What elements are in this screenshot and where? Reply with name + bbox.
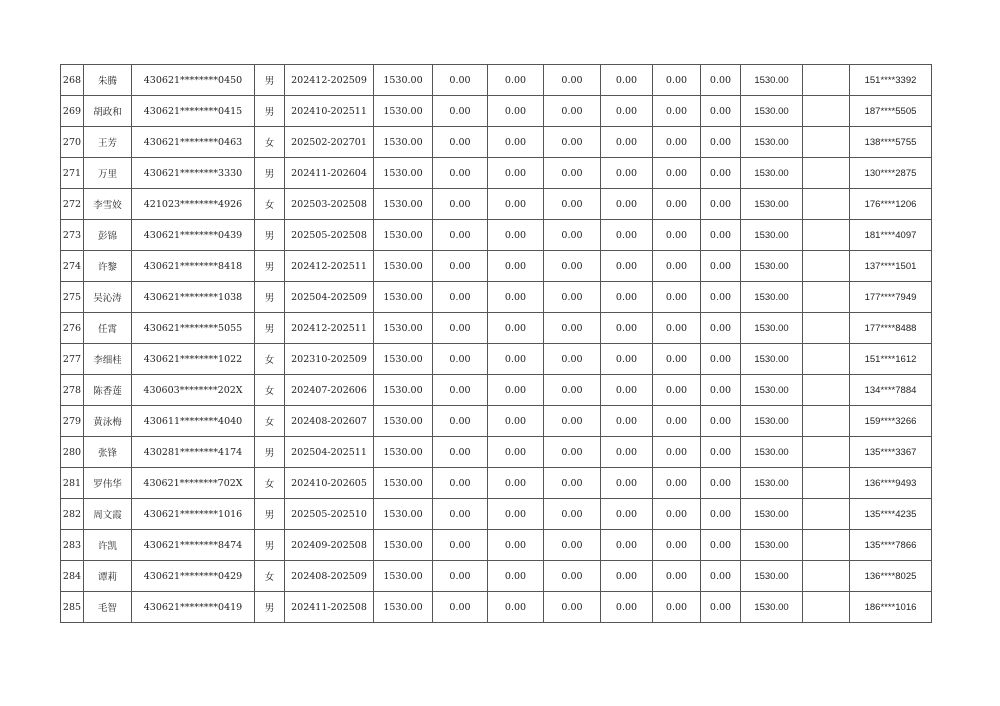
cell-remark	[803, 437, 850, 468]
cell-item-d: 0.00	[601, 189, 653, 220]
cell-phone: 136****8025	[850, 561, 932, 592]
cell-gender: 女	[255, 468, 285, 499]
cell-item-d: 0.00	[601, 406, 653, 437]
cell-gender: 男	[255, 158, 285, 189]
cell-name: 陈香莲	[84, 375, 132, 406]
cell-phone: 151****3392	[850, 65, 932, 96]
cell-item-a: 0.00	[433, 220, 488, 251]
cell-period: 202502-202701	[285, 127, 374, 158]
cell-gender: 男	[255, 96, 285, 127]
cell-remark	[803, 96, 850, 127]
cell-period: 202412-202511	[285, 251, 374, 282]
cell-id-number: 430621********8418	[132, 251, 255, 282]
cell-name: 黄泳梅	[84, 406, 132, 437]
cell-amount: 1530.00	[374, 530, 433, 561]
cell-item-e: 0.00	[653, 313, 701, 344]
cell-period: 202410-202605	[285, 468, 374, 499]
cell-remark	[803, 127, 850, 158]
cell-period: 202409-202508	[285, 530, 374, 561]
cell-amount: 1530.00	[374, 158, 433, 189]
cell-name: 任霄	[84, 313, 132, 344]
cell-item-a: 0.00	[433, 375, 488, 406]
cell-item-f: 0.00	[701, 468, 741, 499]
cell-amount: 1530.00	[374, 344, 433, 375]
cell-id-number: 430611********4040	[132, 406, 255, 437]
cell-amount: 1530.00	[374, 220, 433, 251]
cell-remark	[803, 282, 850, 313]
cell-item-f: 0.00	[701, 96, 741, 127]
cell-total: 1530.00	[741, 313, 803, 344]
cell-name: 万里	[84, 158, 132, 189]
table-row	[61, 499, 932, 530]
cell-gender: 男	[255, 499, 285, 530]
cell-name: 王芳	[84, 127, 132, 158]
cell-phone: 181****4097	[850, 220, 932, 251]
cell-phone: 187****5505	[850, 96, 932, 127]
cell-item-e: 0.00	[653, 189, 701, 220]
table-row	[61, 251, 932, 282]
cell-item-c: 0.00	[544, 282, 601, 313]
cell-item-c: 0.00	[544, 158, 601, 189]
cell-remark	[803, 375, 850, 406]
cell-total: 1530.00	[741, 530, 803, 561]
cell-item-b: 0.00	[488, 437, 544, 468]
cell-item-c: 0.00	[544, 220, 601, 251]
cell-item-a: 0.00	[433, 127, 488, 158]
cell-name: 毛智	[84, 592, 132, 623]
cell-id-number: 421023********4926	[132, 189, 255, 220]
cell-period: 202407-202606	[285, 375, 374, 406]
cell-period: 202412-202509	[285, 65, 374, 96]
cell-row-index: 271	[61, 158, 84, 189]
table-row	[61, 344, 932, 375]
cell-item-c: 0.00	[544, 65, 601, 96]
cell-amount: 1530.00	[374, 189, 433, 220]
cell-item-c: 0.00	[544, 592, 601, 623]
table-row	[61, 189, 932, 220]
cell-item-b: 0.00	[488, 282, 544, 313]
cell-item-b: 0.00	[488, 344, 544, 375]
cell-item-b: 0.00	[488, 499, 544, 530]
cell-row-index: 283	[61, 530, 84, 561]
cell-item-e: 0.00	[653, 592, 701, 623]
cell-item-d: 0.00	[601, 313, 653, 344]
cell-item-b: 0.00	[488, 468, 544, 499]
cell-id-number: 430621********0439	[132, 220, 255, 251]
table-row	[61, 220, 932, 251]
table-row	[61, 530, 932, 561]
cell-remark	[803, 561, 850, 592]
cell-name: 李雪姣	[84, 189, 132, 220]
cell-total: 1530.00	[741, 127, 803, 158]
cell-id-number: 430621********0419	[132, 592, 255, 623]
cell-gender: 男	[255, 65, 285, 96]
cell-remark	[803, 592, 850, 623]
cell-phone: 177****7949	[850, 282, 932, 313]
cell-item-f: 0.00	[701, 592, 741, 623]
cell-item-f: 0.00	[701, 313, 741, 344]
cell-item-c: 0.00	[544, 127, 601, 158]
cell-total: 1530.00	[741, 592, 803, 623]
cell-item-f: 0.00	[701, 65, 741, 96]
cell-item-a: 0.00	[433, 499, 488, 530]
cell-item-c: 0.00	[544, 437, 601, 468]
cell-id-number: 430621********0463	[132, 127, 255, 158]
subsidy-table	[60, 64, 932, 623]
cell-remark	[803, 158, 850, 189]
cell-amount: 1530.00	[374, 375, 433, 406]
cell-period: 202411-202604	[285, 158, 374, 189]
cell-item-f: 0.00	[701, 437, 741, 468]
cell-item-f: 0.00	[701, 406, 741, 437]
cell-amount: 1530.00	[374, 127, 433, 158]
cell-amount: 1530.00	[374, 282, 433, 313]
cell-item-d: 0.00	[601, 344, 653, 375]
cell-item-f: 0.00	[701, 251, 741, 282]
cell-remark	[803, 406, 850, 437]
cell-item-a: 0.00	[433, 251, 488, 282]
cell-name: 朱腾	[84, 65, 132, 96]
cell-item-e: 0.00	[653, 96, 701, 127]
cell-item-d: 0.00	[601, 158, 653, 189]
cell-total: 1530.00	[741, 158, 803, 189]
cell-amount: 1530.00	[374, 251, 433, 282]
cell-item-a: 0.00	[433, 65, 488, 96]
cell-item-f: 0.00	[701, 282, 741, 313]
cell-item-a: 0.00	[433, 313, 488, 344]
cell-id-number: 430621********0450	[132, 65, 255, 96]
cell-row-index: 285	[61, 592, 84, 623]
cell-period: 202410-202511	[285, 96, 374, 127]
cell-period: 202503-202508	[285, 189, 374, 220]
cell-remark	[803, 344, 850, 375]
cell-amount: 1530.00	[374, 561, 433, 592]
cell-gender: 男	[255, 592, 285, 623]
cell-item-a: 0.00	[433, 344, 488, 375]
table-row	[61, 158, 932, 189]
cell-total: 1530.00	[741, 468, 803, 499]
cell-name: 张锋	[84, 437, 132, 468]
cell-id-number: 430603********202X	[132, 375, 255, 406]
cell-item-e: 0.00	[653, 220, 701, 251]
cell-item-f: 0.00	[701, 189, 741, 220]
cell-phone: 138****5755	[850, 127, 932, 158]
cell-item-d: 0.00	[601, 592, 653, 623]
cell-item-d: 0.00	[601, 127, 653, 158]
cell-gender: 女	[255, 406, 285, 437]
cell-remark	[803, 251, 850, 282]
cell-id-number: 430621********0429	[132, 561, 255, 592]
cell-id-number: 430621********3330	[132, 158, 255, 189]
cell-remark	[803, 220, 850, 251]
cell-amount: 1530.00	[374, 437, 433, 468]
cell-row-index: 280	[61, 437, 84, 468]
cell-phone: 159****3266	[850, 406, 932, 437]
cell-item-e: 0.00	[653, 437, 701, 468]
cell-gender: 男	[255, 282, 285, 313]
cell-item-f: 0.00	[701, 344, 741, 375]
cell-item-d: 0.00	[601, 468, 653, 499]
table-row	[61, 127, 932, 158]
cell-item-b: 0.00	[488, 158, 544, 189]
table-row	[61, 96, 932, 127]
cell-item-d: 0.00	[601, 530, 653, 561]
cell-item-e: 0.00	[653, 499, 701, 530]
cell-item-e: 0.00	[653, 561, 701, 592]
cell-item-b: 0.00	[488, 592, 544, 623]
cell-item-a: 0.00	[433, 282, 488, 313]
cell-row-index: 276	[61, 313, 84, 344]
cell-phone: 135****3367	[850, 437, 932, 468]
cell-item-f: 0.00	[701, 127, 741, 158]
cell-period: 202505-202510	[285, 499, 374, 530]
cell-item-a: 0.00	[433, 592, 488, 623]
cell-item-e: 0.00	[653, 344, 701, 375]
table-row	[61, 282, 932, 313]
cell-name: 谭莉	[84, 561, 132, 592]
cell-period: 202411-202508	[285, 592, 374, 623]
cell-id-number: 430621********1022	[132, 344, 255, 375]
cell-name: 彭锦	[84, 220, 132, 251]
cell-item-f: 0.00	[701, 158, 741, 189]
cell-item-f: 0.00	[701, 220, 741, 251]
cell-item-e: 0.00	[653, 530, 701, 561]
cell-item-c: 0.00	[544, 375, 601, 406]
cell-item-e: 0.00	[653, 158, 701, 189]
table-row	[61, 406, 932, 437]
cell-item-d: 0.00	[601, 65, 653, 96]
cell-item-a: 0.00	[433, 158, 488, 189]
cell-phone: 135****4235	[850, 499, 932, 530]
cell-item-b: 0.00	[488, 530, 544, 561]
cell-item-d: 0.00	[601, 375, 653, 406]
cell-item-a: 0.00	[433, 561, 488, 592]
cell-name: 罗伟华	[84, 468, 132, 499]
cell-total: 1530.00	[741, 251, 803, 282]
cell-item-b: 0.00	[488, 375, 544, 406]
cell-item-b: 0.00	[488, 561, 544, 592]
cell-row-index: 284	[61, 561, 84, 592]
cell-total: 1530.00	[741, 375, 803, 406]
cell-phone: 177****8488	[850, 313, 932, 344]
cell-id-number: 430281********4174	[132, 437, 255, 468]
cell-remark	[803, 189, 850, 220]
cell-total: 1530.00	[741, 406, 803, 437]
cell-total: 1530.00	[741, 189, 803, 220]
cell-period: 202408-202509	[285, 561, 374, 592]
cell-item-c: 0.00	[544, 344, 601, 375]
cell-name: 李细桂	[84, 344, 132, 375]
cell-remark	[803, 530, 850, 561]
cell-item-c: 0.00	[544, 499, 601, 530]
cell-amount: 1530.00	[374, 592, 433, 623]
cell-row-index: 282	[61, 499, 84, 530]
table-row	[61, 375, 932, 406]
cell-remark	[803, 468, 850, 499]
cell-amount: 1530.00	[374, 406, 433, 437]
cell-gender: 女	[255, 344, 285, 375]
cell-id-number: 430621********0415	[132, 96, 255, 127]
cell-period: 202310-202509	[285, 344, 374, 375]
cell-row-index: 274	[61, 251, 84, 282]
cell-item-e: 0.00	[653, 127, 701, 158]
cell-row-index: 273	[61, 220, 84, 251]
cell-item-e: 0.00	[653, 468, 701, 499]
cell-gender: 女	[255, 127, 285, 158]
cell-total: 1530.00	[741, 437, 803, 468]
cell-amount: 1530.00	[374, 65, 433, 96]
cell-item-f: 0.00	[701, 375, 741, 406]
cell-total: 1530.00	[741, 282, 803, 313]
cell-phone: 186****1016	[850, 592, 932, 623]
cell-item-b: 0.00	[488, 220, 544, 251]
cell-gender: 女	[255, 561, 285, 592]
cell-period: 202412-202511	[285, 313, 374, 344]
cell-id-number: 430621********1038	[132, 282, 255, 313]
cell-item-d: 0.00	[601, 499, 653, 530]
cell-gender: 女	[255, 189, 285, 220]
cell-item-c: 0.00	[544, 561, 601, 592]
cell-item-a: 0.00	[433, 468, 488, 499]
cell-item-d: 0.00	[601, 220, 653, 251]
cell-total: 1530.00	[741, 499, 803, 530]
cell-item-c: 0.00	[544, 530, 601, 561]
cell-item-f: 0.00	[701, 561, 741, 592]
cell-item-e: 0.00	[653, 65, 701, 96]
cell-amount: 1530.00	[374, 313, 433, 344]
cell-total: 1530.00	[741, 561, 803, 592]
cell-amount: 1530.00	[374, 96, 433, 127]
table-body	[61, 65, 932, 623]
cell-item-a: 0.00	[433, 530, 488, 561]
cell-phone: 151****1612	[850, 344, 932, 375]
cell-item-d: 0.00	[601, 96, 653, 127]
cell-remark	[803, 313, 850, 344]
cell-item-a: 0.00	[433, 96, 488, 127]
cell-period: 202505-202508	[285, 220, 374, 251]
cell-id-number: 430621********8474	[132, 530, 255, 561]
cell-item-c: 0.00	[544, 251, 601, 282]
table-row	[61, 65, 932, 96]
cell-item-f: 0.00	[701, 530, 741, 561]
cell-item-c: 0.00	[544, 96, 601, 127]
cell-name: 吴沁涛	[84, 282, 132, 313]
cell-item-e: 0.00	[653, 375, 701, 406]
cell-id-number: 430621********1016	[132, 499, 255, 530]
cell-name: 周文霞	[84, 499, 132, 530]
cell-gender: 女	[255, 375, 285, 406]
cell-item-a: 0.00	[433, 437, 488, 468]
cell-phone: 134****7884	[850, 375, 932, 406]
cell-total: 1530.00	[741, 65, 803, 96]
cell-id-number: 430621********5055	[132, 313, 255, 344]
cell-row-index: 270	[61, 127, 84, 158]
cell-remark	[803, 65, 850, 96]
cell-row-index: 269	[61, 96, 84, 127]
cell-item-b: 0.00	[488, 406, 544, 437]
table-row	[61, 437, 932, 468]
table-row	[61, 468, 932, 499]
cell-row-index: 279	[61, 406, 84, 437]
cell-gender: 男	[255, 220, 285, 251]
cell-gender: 男	[255, 313, 285, 344]
table-row	[61, 592, 932, 623]
cell-name: 许凯	[84, 530, 132, 561]
cell-item-e: 0.00	[653, 251, 701, 282]
cell-phone: 135****7866	[850, 530, 932, 561]
cell-period: 202504-202509	[285, 282, 374, 313]
cell-item-c: 0.00	[544, 313, 601, 344]
cell-period: 202408-202607	[285, 406, 374, 437]
cell-phone: 176****1206	[850, 189, 932, 220]
cell-period: 202504-202511	[285, 437, 374, 468]
cell-phone: 136****9493	[850, 468, 932, 499]
cell-item-d: 0.00	[601, 561, 653, 592]
cell-item-d: 0.00	[601, 437, 653, 468]
cell-item-a: 0.00	[433, 406, 488, 437]
table-row	[61, 561, 932, 592]
cell-item-e: 0.00	[653, 406, 701, 437]
cell-row-index: 275	[61, 282, 84, 313]
cell-name: 许黎	[84, 251, 132, 282]
cell-item-b: 0.00	[488, 313, 544, 344]
cell-amount: 1530.00	[374, 468, 433, 499]
cell-total: 1530.00	[741, 220, 803, 251]
cell-remark	[803, 499, 850, 530]
cell-total: 1530.00	[741, 96, 803, 127]
cell-total: 1530.00	[741, 344, 803, 375]
cell-row-index: 272	[61, 189, 84, 220]
cell-id-number: 430621********702X	[132, 468, 255, 499]
cell-item-b: 0.00	[488, 251, 544, 282]
cell-item-c: 0.00	[544, 189, 601, 220]
cell-row-index: 278	[61, 375, 84, 406]
cell-row-index: 268	[61, 65, 84, 96]
cell-item-c: 0.00	[544, 406, 601, 437]
cell-amount: 1530.00	[374, 499, 433, 530]
cell-gender: 男	[255, 251, 285, 282]
cell-item-a: 0.00	[433, 189, 488, 220]
cell-gender: 男	[255, 437, 285, 468]
cell-item-b: 0.00	[488, 127, 544, 158]
cell-item-d: 0.00	[601, 282, 653, 313]
cell-item-c: 0.00	[544, 468, 601, 499]
cell-item-b: 0.00	[488, 96, 544, 127]
cell-item-b: 0.00	[488, 65, 544, 96]
cell-phone: 137****1501	[850, 251, 932, 282]
cell-name: 胡政和	[84, 96, 132, 127]
cell-item-d: 0.00	[601, 251, 653, 282]
table-row	[61, 313, 932, 344]
cell-phone: 130****2875	[850, 158, 932, 189]
cell-item-b: 0.00	[488, 189, 544, 220]
cell-row-index: 281	[61, 468, 84, 499]
cell-row-index: 277	[61, 344, 84, 375]
cell-item-e: 0.00	[653, 282, 701, 313]
cell-gender: 男	[255, 530, 285, 561]
cell-item-f: 0.00	[701, 499, 741, 530]
